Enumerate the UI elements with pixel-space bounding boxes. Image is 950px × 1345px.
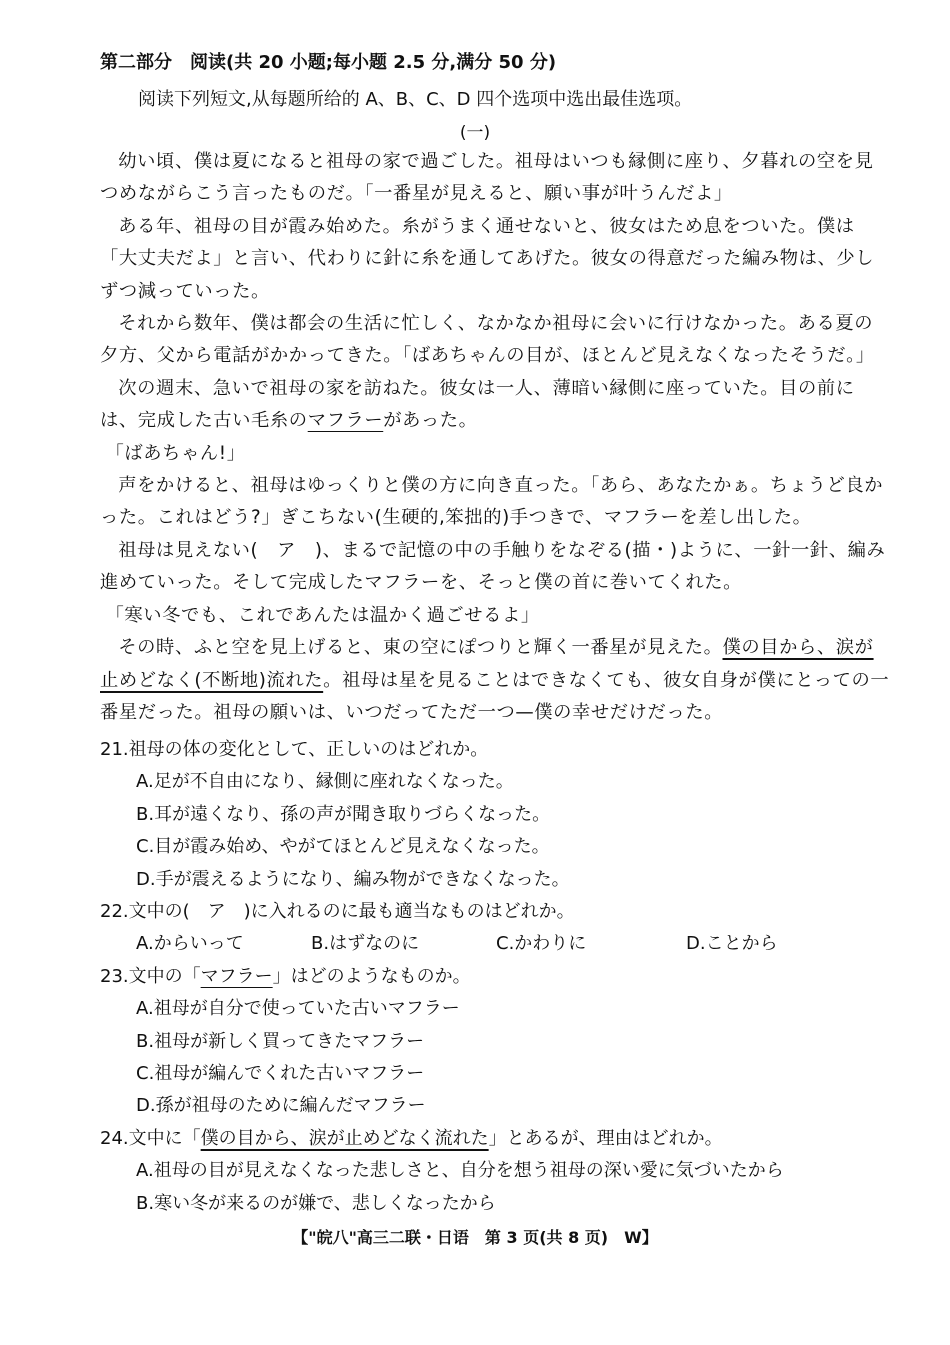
question-24-option-b: B.寒い冬が来るのが嫌で、悲しくなったから [136,1192,496,1214]
paragraph-2: ある年、祖母の目が霞み始めた。糸がうまく通せないと、彼女はため息をついた。僕は「大丈夫だよ」と言い、代わりに針に糸を通してあげた。彼女の得意だった編み物は、少しずつ減っていった。 [100,215,875,302]
question-23-option-a: A.祖母が自分で使っていた古いマフラー [136,998,460,1020]
question-24-option-a: A.祖母の目が見えなくなった悲しさと、自分を想う祖母の深い愛に気づいたから [136,1160,784,1182]
question-22-option-b: B.はずなのに [311,933,420,955]
question-22-option-a: A.からいって [136,933,244,955]
question-21-option-a: A.足が不自由になり、縁側に座れなくなった。 [136,771,514,793]
paragraph-6: 声をかけると、祖母はゆっくりと僕の方に向き直った。「あら、あなたかぁ。ちょうど良かった。これはどう?」ぎこちない(生硬的,笨拙的)手つきで、マフラーを差し出した。 [100,475,884,529]
section-part: 第二部分 [100,52,172,73]
question-23-underlined: マフラー [200,965,273,987]
paragraph-4-text-b: があった。 [383,410,478,432]
paragraph-8: 「寒い冬でも、これであんたは温かく過ごせるよ」 [105,604,540,626]
question-23-option-d: D.孫が祖母のために編んだマフラー [136,1095,426,1117]
question-23-option-b: B.祖母が新しく買ってきたマフラー [136,1030,425,1052]
question-21-option-d: D.手が震えるようになり、編み物ができなくなった。 [136,868,570,890]
paragraph-4-text-a: 次の週末、急いで祖母の家を訪ねた。彼女は一人、薄暗い縁側に座っていた。目の前には、完成した古い毛糸の [100,377,855,432]
question-23-stem [100,961,890,993]
question-21-option-c: C.目が霞み始め、やがてほとんど見えなくなった。 [136,836,550,858]
reading-passage [100,146,890,729]
question-21-stem: 21.祖母の体の変化として、正しいのはどれか。 [100,739,489,760]
question-23-stem-b: 」はどのようなものか。 [272,965,471,987]
question-list [100,734,890,1220]
question-22-stem: 22.文中の( ア )に入れるのに最も適当なものはどれか。 [100,901,575,923]
paragraph-7: 祖母は見えない( ア )、まるで記憶の中の手触りをなぞる(描・)ように、一針一針、編み進めていった。そして完成したマフラーを、そっと僕の首に巻いてくれた。 [100,539,886,594]
paragraph-1: 幼い頃、僕は夏になると祖母の家で過ごした。祖母はいつも縁側に座り、夕暮れの空を見つめながらこう言ったものだ。「一番星が見えると、願い事が叶うんだよ」 [100,151,874,205]
question-22-option-c: C.かわりに [496,933,587,955]
section-rules: 阅读(共 20 小题;每小题 2.5 分,满分 50 分) [190,52,557,73]
question-22-options [136,928,890,960]
reading-instruction: 阅读下列短文,从每题所给的 A、B、C、D 四个选项中选出最佳选项。 [138,89,693,110]
passage-number: (一) [459,123,491,143]
question-24-stem [100,1123,890,1155]
section-title [100,48,556,74]
question-21-option-b: B.耳が遠くなり、孫の声が聞き取りづらくなった。 [136,803,551,825]
paragraph-4 [100,373,890,438]
page-footer: 【"皖八"高三二联・日语 第 3 页(共 8 页) W】 [292,1228,658,1247]
question-24-stem-a: 24.文中に「 [100,1127,201,1149]
question-22-option-d: D.ことから [686,933,778,955]
paragraph-9 [100,632,890,729]
paragraph-5: 「ばあちゃん!」 [105,442,246,464]
question-23-option-c: C.祖母が編んでくれた古いマフラー [136,1063,425,1085]
question-24-stem-b: 」とあるが、理由はどれか。 [488,1127,723,1149]
paragraph-9-text-a: その時、ふと空を見上げると、東の空にぽつりと輝く一番星が見えた。 [118,637,723,659]
underlined-muffler: マフラー [307,410,384,432]
paragraph-3: それから数年、僕は都会の生活に忙しく、なかなか祖母に会いに行けなかった。ある夏の夕方、父から電話がかかってきた。「ばあちゃんの目が、ほとんど見えなくなったそうだ。」 [100,313,875,367]
underlined-tears-sentence: 僕の目から、涙が止めどなく(不断地)流れた [100,637,874,691]
paragraph-9-text-b: 。祖母は星を見ることはできなくても、彼女自身が僕にとっての一番星だった。祖母の願いは、いつだってただ一つ—僕の幸せだけだった。 [100,669,890,723]
question-24-underlined: 僕の目から、涙が止めどなく流れた [200,1127,489,1149]
question-23-stem-a: 23.文中の「 [100,965,201,987]
